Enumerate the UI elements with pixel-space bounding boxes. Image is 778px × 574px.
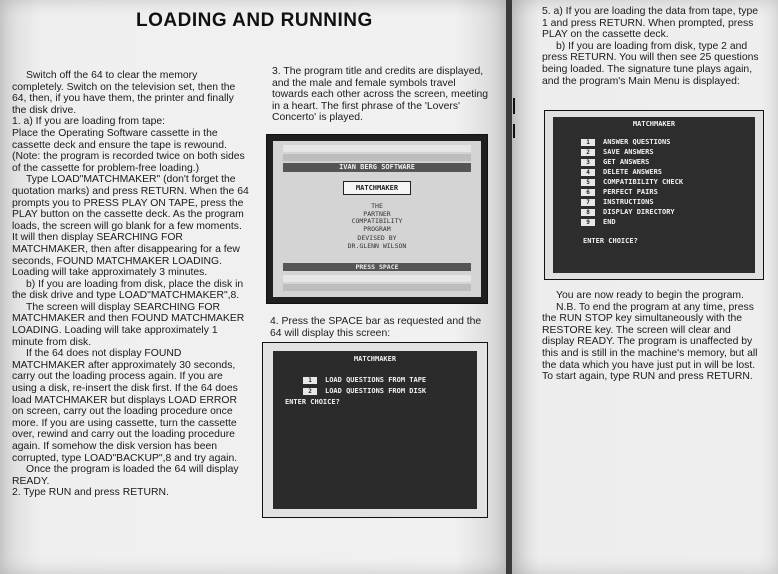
credit-line: DEVISED BY [357,234,397,242]
menu-header: MATCHMAKER [632,120,676,128]
credit-line: COMPATIBILITY [351,217,403,225]
menu-item[interactable] [581,207,683,217]
option-disk [303,386,426,397]
menu-item-key: 3 [581,159,595,166]
menu-item-key: 4 [581,169,595,176]
menu-item-key: 7 [581,199,595,206]
stripe [283,145,471,152]
enter-choice-prompt: ENTER CHOICE? [285,398,340,406]
paragraph: b) If you are loading from disk, place the disk in the disk drive and type LOAD"MATCHMAKER",8. [12,278,244,302]
menu-item[interactable] [581,197,683,207]
menu-item-key: 1 [581,139,595,146]
paragraph: 1. a) If you are loading from tape: [12,116,166,128]
matchmaker-title-box: MATCHMAKER [343,181,411,195]
stripe [283,154,471,161]
step-4-paragraph: 4. Press the SPACE bar as requested and the 64 will display this screen: [270,316,482,339]
menu-item-label: PERFECT PAIRS [603,188,658,196]
credit-line: THE [371,202,383,210]
menu-item-label: COMPATIBILITY CHECK [603,178,684,186]
menu-item[interactable] [581,187,683,197]
menu-list [581,137,683,227]
load-choice-screen [262,342,488,518]
menu-item[interactable] [581,217,683,227]
option-label: LOAD QUESTIONS FROM TAPE [325,376,427,384]
step-5b-paragraph: b) If you are loading from disk, type 2 and press RETURN. You will then see 25 questions being loaded. The signature tune plays again, and the program's Main Menu is displayed: [542,40,759,87]
note-paragraph: N.B. To end the program at any time, press the RUN STOP key simultaneously with the RESTORE key. The screen will clear and display READY. The program is unaffected by this and is still in the machine's memory, but all the data which you have just put in will be lost. To start again, type RUN and press RETURN. [542,301,758,383]
screen-header: MATCHMAKER [353,355,397,363]
main-menu-screen [544,110,764,280]
option-key: 2 [303,388,317,395]
paragraph: If the 64 does not display FOUND MATCHMAKER after approximately 30 seconds, carry out the loading process again. If you are using a disk, re-insert the disk first. If the 64 does load MATCHMAKER but displays LOAD ERROR on screen, carry out the loading procedure once more. If you are using cassette, turn the cassette over, rewind and carry out the loading procedure again. If somehow the disk version has been corrupted, type LOAD"BACKUP",8 and try again. [12,348,238,464]
paragraph: The screen will display SEARCHING FOR MATCHMAKER and then FOUND MATCHMAKER LOADING. Loading will take approximately 1 minute from disk. [12,301,245,348]
menu-item[interactable] [581,137,683,147]
margin-mark [513,124,515,138]
column-step-4 [270,316,486,339]
press-space-banner: PRESS SPACE [283,263,471,271]
stripe [283,275,471,282]
column-loading-instructions [12,70,250,499]
option-tape [303,375,426,386]
load-choice-display [273,351,477,509]
option-key: 1 [303,377,317,384]
menu-item-label: INSTRUCTIONS [603,198,654,206]
menu-item-label: GET ANSWERS [603,158,650,166]
menu-item[interactable] [581,147,683,157]
page-title: LOADING AND RUNNING [136,10,373,31]
menu-item[interactable] [581,157,683,167]
ready-paragraph: You are now ready to begin the program. [556,290,744,301]
credit-line: PARTNER [363,209,391,218]
menu-item-label: ANSWER QUESTIONS [603,138,671,146]
credit-line: DR.GLENN WILSON [347,241,407,250]
software-banner: IVAN BERG SOFTWARE [283,163,471,172]
menu-item-key: 9 [581,219,595,226]
title-screen-display [273,141,481,297]
load-options [285,375,427,408]
column-closing-notes [542,290,764,383]
paragraph: 2. Type RUN and press RETURN. [12,487,169,499]
menu-item-label: DELETE ANSWERS [603,168,663,176]
step-3-paragraph: 3. The program title and credits are displayed, and the male and female symbols travel towards each other across the screen, meeting in a heart. The first phrase of the 'Lovers' Concerto' is played. [272,66,489,124]
credit-line: PROGRAM [363,224,391,233]
paragraph: Type LOAD"MATCHMAKER" (don't forget the quotation marks) and press RETURN. When the 64 prompts you to PRESS PLAY ON TAPE, press the PLAY button on the cassette deck. As the program loads, the screen will go blank for a few moments. It will then display SEARCHING FOR MATCHMAKER, then after disappearing for a few seconds, FOUND MATCHMAKER LOADING. Loading will take approximately 3 minutes. [12,174,249,279]
margin-mark [513,98,515,114]
menu-item[interactable] [581,167,683,177]
column-main-menu [542,6,762,87]
menu-item-label: SAVE ANSWERS [603,148,654,156]
option-label: LOAD QUESTIONS FROM DISK [325,387,427,395]
paragraph: Switch off the 64 to clear the memory completely. Switch on the television set, then the 64, then, if you have them, the printer and finally the disk drive. [12,70,236,116]
main-menu-display [553,117,755,273]
column-title-screen [272,66,490,124]
paragraph: Place the Operating Software cassette in the cassette deck and ensure the tape is rewound. (Note: the program is recorded twice on both sides of the cassette for problem-free loading.) [12,127,245,174]
paragraph: Once the program is loaded the 64 will display READY. [12,464,239,487]
enter-choice-prompt: ENTER CHOICE? [583,237,638,245]
menu-item-key: 5 [581,179,595,186]
menu-item-key: 6 [581,189,595,196]
menu-item-label: DISPLAY DIRECTORY [603,208,675,216]
step-5a-paragraph: 5. a) If you are loading the data from tape, type 1 and press RETURN. When prompted, press PLAY on the cassette deck. [542,6,759,41]
title-screen-image [266,134,488,304]
menu-item[interactable] [581,177,683,187]
stripe [283,284,471,291]
menu-item-key: 2 [581,149,595,156]
menu-item-key: 8 [581,209,595,216]
credits-block [273,203,481,250]
menu-item-label: END [603,218,616,226]
